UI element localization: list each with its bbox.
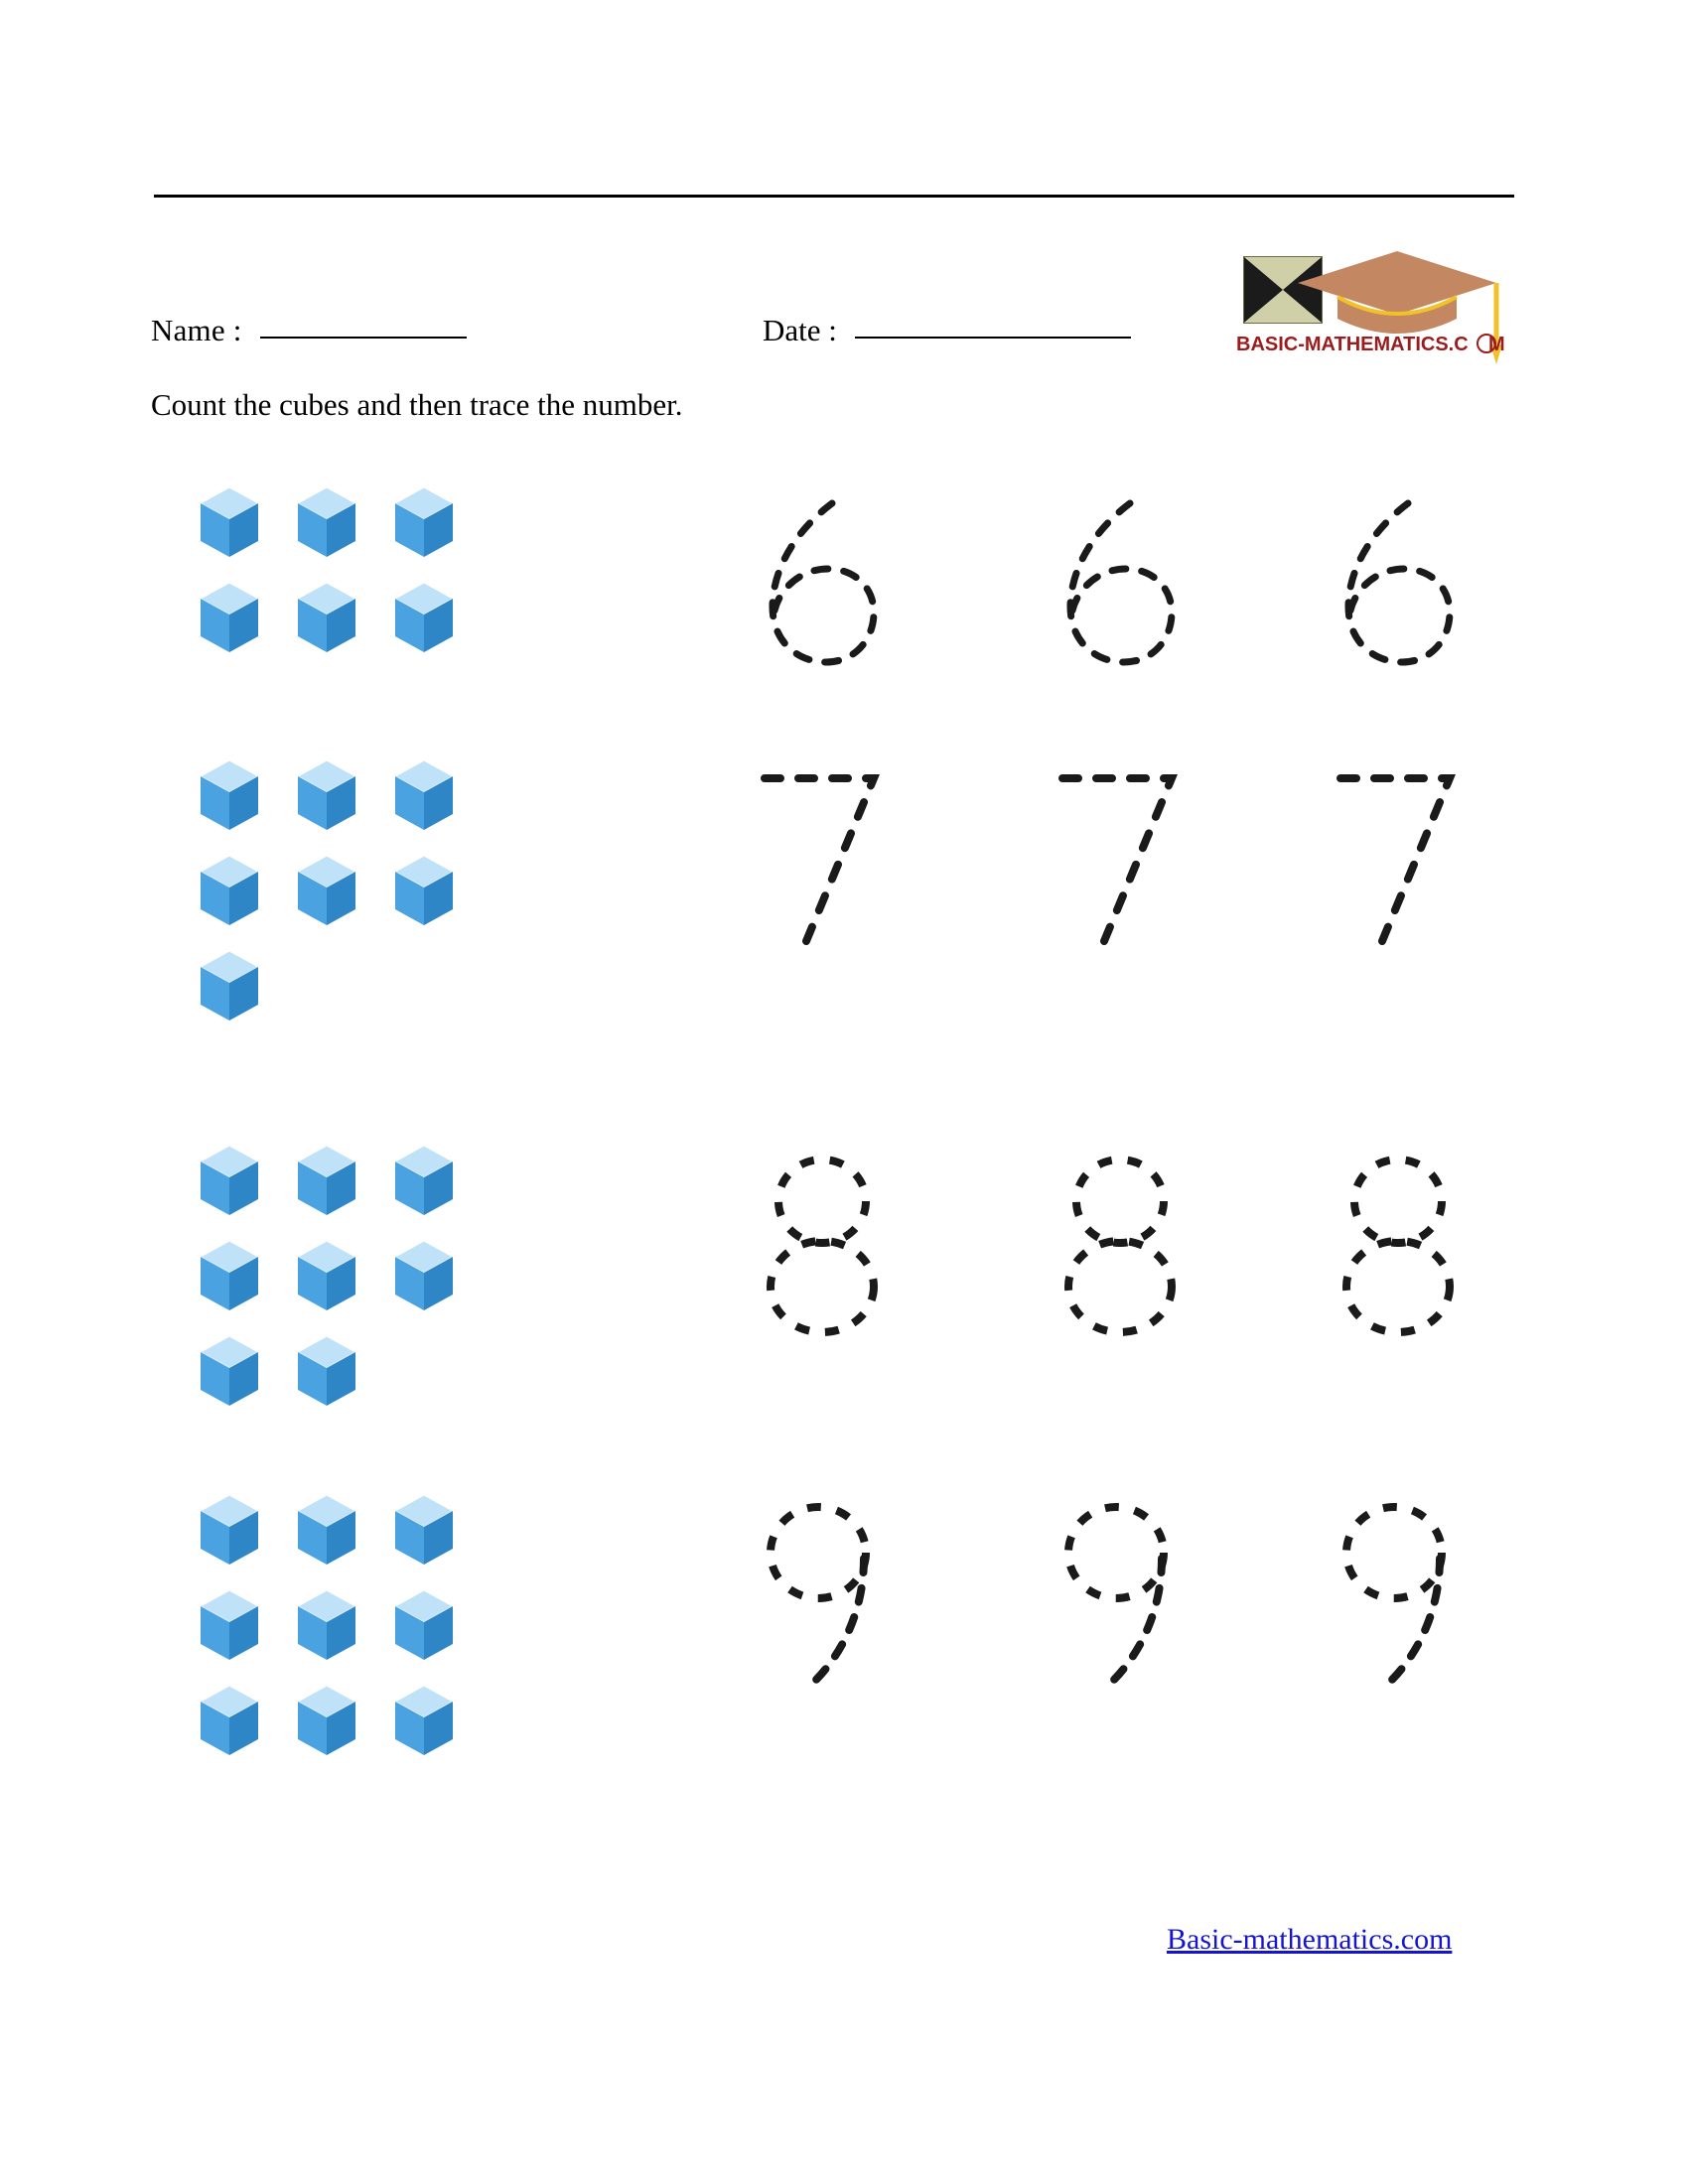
logo-wordmark-tail: M — [1488, 334, 1505, 355]
cube — [189, 1330, 270, 1412]
cube — [189, 577, 270, 658]
date-label: Date : — [763, 313, 845, 347]
trace-glyph-9[interactable] — [1291, 1489, 1509, 1698]
trace-glyph-7[interactable] — [715, 754, 933, 963]
cube — [189, 945, 270, 1026]
trace-glyph-6[interactable] — [715, 481, 933, 690]
instruction-text: Count the cubes and then trace the number. — [151, 387, 683, 422]
trace-glyph-8[interactable] — [1013, 1140, 1231, 1348]
cube — [286, 577, 367, 658]
cube — [383, 1235, 465, 1316]
name-field-row — [151, 313, 467, 348]
logo-wordmark: BASIC-MATHEMATICS.C — [1236, 334, 1469, 355]
cube — [286, 1140, 367, 1221]
trace-glyph-6[interactable] — [1291, 481, 1509, 690]
cube — [383, 850, 465, 931]
trace-group-8 — [695, 1140, 1489, 1348]
cube — [383, 577, 465, 658]
cube — [189, 1489, 270, 1570]
cube — [189, 850, 270, 931]
date-field-row — [763, 313, 1131, 348]
cube — [286, 1584, 367, 1666]
cube — [189, 1140, 270, 1221]
trace-glyph-7[interactable] — [1013, 754, 1231, 963]
name-label: Name : — [151, 313, 250, 347]
trace-group-9 — [695, 1489, 1489, 1698]
cube — [189, 1235, 270, 1316]
exercise-row-7 — [0, 754, 1688, 1052]
cube — [383, 1489, 465, 1570]
trace-glyph-9[interactable] — [1013, 1489, 1231, 1698]
cube — [286, 1489, 367, 1570]
trace-glyph-9[interactable] — [715, 1489, 933, 1698]
header-divider — [154, 195, 1514, 198]
cube — [383, 1140, 465, 1221]
trace-glyph-7[interactable] — [1291, 754, 1509, 963]
exercise-row-6 — [0, 481, 1688, 690]
cube — [286, 754, 367, 836]
cube — [383, 1584, 465, 1666]
trace-group-7 — [695, 754, 1489, 963]
trace-glyph-8[interactable] — [715, 1140, 933, 1348]
cube — [286, 481, 367, 563]
cube — [286, 1680, 367, 1761]
trace-glyph-6[interactable] — [1013, 481, 1231, 690]
cube — [286, 850, 367, 931]
exercise-row-8 — [0, 1140, 1688, 1437]
cube — [286, 1235, 367, 1316]
date-input-blank[interactable] — [855, 313, 1131, 339]
footer-site-link[interactable]: Basic-mathematics.com — [1167, 1923, 1453, 1956]
cube — [189, 1680, 270, 1761]
cube — [383, 754, 465, 836]
trace-glyph-8[interactable] — [1291, 1140, 1509, 1348]
cube — [383, 481, 465, 563]
trace-group-6 — [695, 481, 1489, 690]
cube — [286, 1330, 367, 1412]
exercise-row-9 — [0, 1489, 1688, 1787]
cube — [189, 481, 270, 563]
cube — [189, 1584, 270, 1666]
cube — [189, 754, 270, 836]
cube — [383, 1680, 465, 1761]
site-logo — [1226, 241, 1519, 385]
name-input-blank[interactable] — [260, 313, 467, 339]
